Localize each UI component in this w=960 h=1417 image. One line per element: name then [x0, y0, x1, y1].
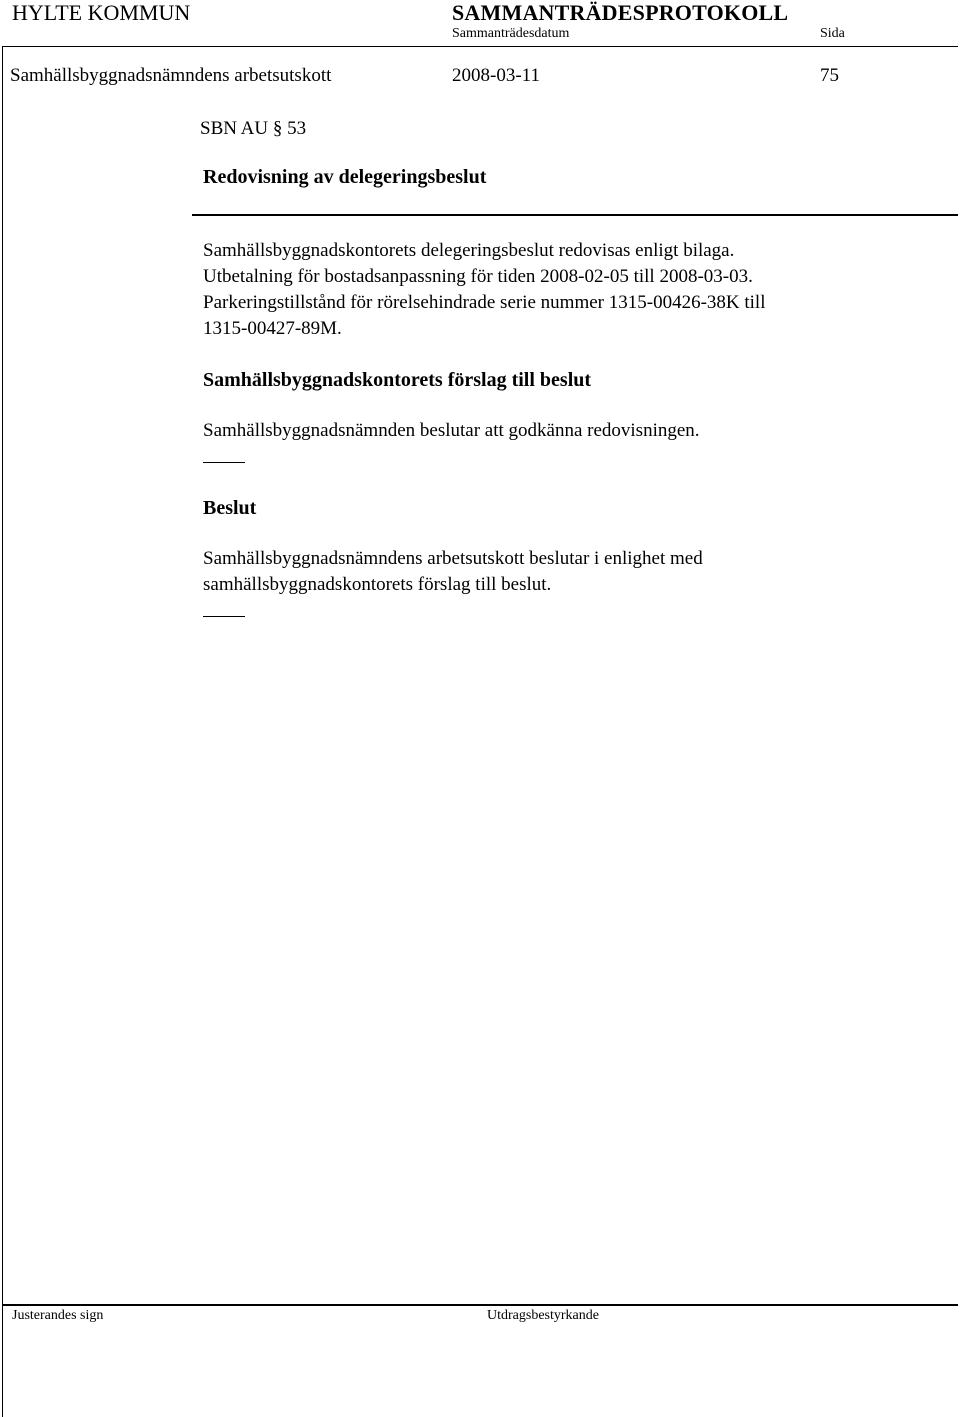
proposal-heading: Samhällsbyggnadskontorets förslag till beslut: [203, 369, 592, 391]
body-line: Samhällsbyggnadskontorets delegeringsbeslut redovisas enligt bilaga.: [203, 240, 735, 261]
adjuster-sign-label: Justerandes sign: [12, 1308, 104, 1323]
committee-name: Samhällsbyggnadsnämndens arbetsutskott: [10, 65, 332, 86]
separator-dash: [203, 616, 245, 617]
extract-certification-label: Utdragsbestyrkande: [487, 1308, 599, 1323]
body-line: Parkeringstillstånd för rörelsehindrade serie nummer 1315-00426-38K till: [203, 292, 766, 313]
separator-dash: [203, 462, 245, 463]
meeting-date: 2008-03-11: [452, 65, 540, 86]
item-body: [203, 238, 765, 342]
header-rule: [2, 46, 958, 47]
page-number: 75: [820, 65, 839, 86]
body-line: Utbetalning för bostadsanpassning för tiden 2008-02-05 till 2008-03-03.: [203, 266, 753, 287]
decision-line: Samhällsbyggnadsnämndens arbetsutskott beslutar i enlighet med: [203, 548, 703, 569]
decision-line: samhällsbyggnadskontorets förslag till beslut.: [203, 574, 552, 595]
item-title: Redovisning av delegeringsbeslut: [203, 166, 487, 188]
body-line: 1315-00427-89M.: [203, 318, 342, 339]
document-type: SAMMANTRÄDESPROTOKOLL: [452, 0, 789, 25]
footer-rule: [2, 1304, 958, 1306]
meeting-date-label: Sammanträdesdatum: [452, 26, 570, 41]
paragraph-reference: SBN AU § 53: [200, 118, 307, 139]
decision-heading: Beslut: [203, 497, 257, 519]
proposal-text: Samhällsbyggnadsnämnden beslutar att godkänna redovisningen.: [203, 420, 700, 441]
decision-text: [203, 546, 703, 598]
section-divider: [192, 214, 958, 216]
left-margin-rule: [2, 46, 3, 1417]
page-label: Sida: [820, 26, 845, 41]
organization-name: HYLTE KOMMUN: [12, 0, 191, 25]
